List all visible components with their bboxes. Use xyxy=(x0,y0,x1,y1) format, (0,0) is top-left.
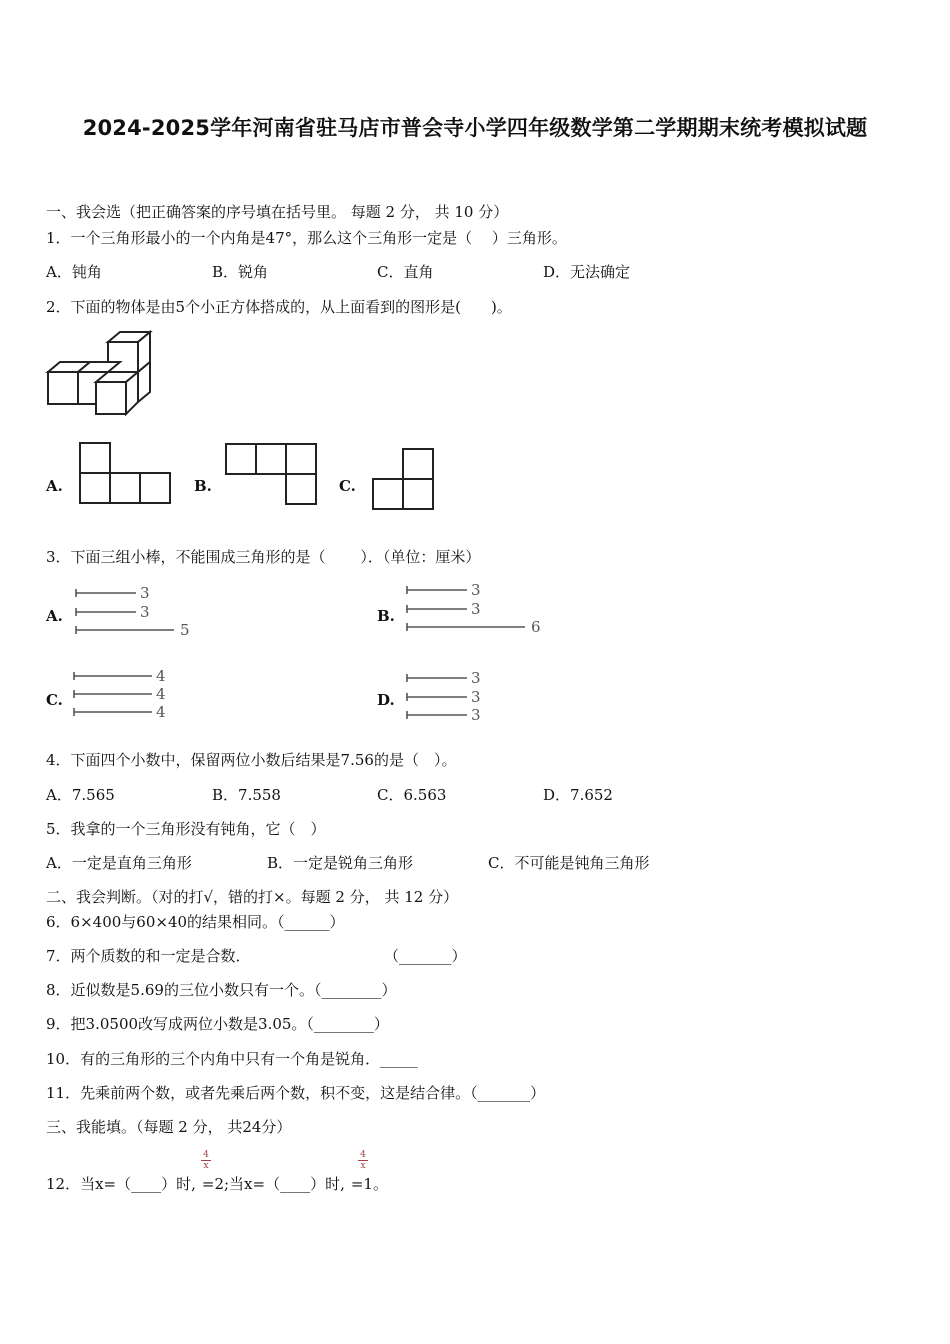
q1-option-b[interactable]: B．锐角 xyxy=(212,263,269,281)
q5-option-c[interactable]: C．不可能是钝角三角形 xyxy=(488,854,650,872)
q3-b-stick-1-length: 3 xyxy=(471,581,481,599)
q3-c-stick-1-length: 4 xyxy=(156,667,166,685)
q2-option-a-figure xyxy=(78,441,172,505)
question-1: 1．一个三角形最小的一个内角是47°，那么这个三角形一定是（ ）三角形。 xyxy=(46,229,567,247)
cube-figure xyxy=(46,330,156,416)
q2-option-c-figure xyxy=(371,447,435,511)
q3-a-stick-1-length: 3 xyxy=(140,584,150,602)
q3-d-stick-1-length: 3 xyxy=(471,669,481,687)
q3-option-c-label[interactable]: C. xyxy=(46,691,63,709)
question-11: 11．先乘前两个数，或者先乘后两个数，积不变，这是结合律。（_______） xyxy=(46,1084,546,1102)
section-3-heading: 三、我能填。（每题 2 分， 共24分） xyxy=(46,1118,292,1136)
q2-option-b-figure xyxy=(224,442,318,506)
question-5: 5．我拿的一个三角形没有钝角，它（ ） xyxy=(46,820,326,838)
q4-option-c[interactable]: C．6.563 xyxy=(377,786,447,804)
q2-option-c-label[interactable]: C. xyxy=(339,477,356,495)
q3-option-d-label[interactable]: D. xyxy=(377,691,395,709)
q12-part-1: 12．当x=（____）时, xyxy=(46,1175,196,1193)
q2-option-a-label[interactable]: A. xyxy=(46,477,63,495)
q5-option-a[interactable]: A．一定是直角三角形 xyxy=(46,854,192,872)
q3-a-stick-3-length: 5 xyxy=(180,621,190,639)
q12-part-2: =2;当x=（____）时, xyxy=(201,1175,345,1193)
q2-option-b-label[interactable]: B. xyxy=(194,477,212,495)
q1-option-d[interactable]: D．无法确定 xyxy=(543,263,631,281)
q1-option-a[interactable]: A．钝角 xyxy=(46,263,102,281)
q4-option-a[interactable]: A．7.565 xyxy=(46,786,115,804)
q12-fraction-2 xyxy=(358,1150,368,1171)
q12-fraction-1-denominator: x xyxy=(203,1161,209,1171)
q3-d-stick-2-length: 3 xyxy=(471,688,481,706)
q3-b-stick-2-length: 3 xyxy=(471,600,481,618)
q3-sticks-c xyxy=(72,666,182,722)
q3-sticks-a xyxy=(74,583,204,639)
question-2: 2．下面的物体是由5个小正方体搭成的，从上面看到的图形是( )。 xyxy=(46,298,512,316)
q12-fraction-2-numerator: 4 xyxy=(358,1150,368,1161)
question-8: 8．近似数是5.69的三位小数只有一个。（________） xyxy=(46,981,397,999)
q3-sticks-b xyxy=(405,580,555,638)
q1-option-c[interactable]: C．直角 xyxy=(377,263,434,281)
q12-fraction-1 xyxy=(201,1150,211,1171)
question-7: 7．两个质数的和一定是合数． xyxy=(46,947,251,965)
q3-option-b-label[interactable]: B. xyxy=(377,607,395,625)
q3-option-a-label[interactable]: A. xyxy=(46,607,63,625)
question-3: 3．下面三组小棒，不能围成三角形的是（ ）．（单位：厘米） xyxy=(46,548,481,566)
q5-option-b[interactable]: B．一定是锐角三角形 xyxy=(267,854,414,872)
q12-part-3: =1。 xyxy=(350,1175,388,1193)
q4-option-b[interactable]: B．7.558 xyxy=(212,786,281,804)
q4-option-d[interactable]: D．7.652 xyxy=(543,786,613,804)
q3-c-stick-2-length: 4 xyxy=(156,685,166,703)
question-9: 9．把3.0500改写成两位小数是3.05。（________） xyxy=(46,1015,389,1033)
q3-a-stick-2-length: 3 xyxy=(140,603,150,621)
question-10: 10．有的三角形的三个内角中只有一个角是锐角．_____ xyxy=(46,1050,418,1068)
q12-fraction-1-numerator: 4 xyxy=(201,1150,211,1161)
q3-b-stick-3-length: 6 xyxy=(531,618,541,636)
section-1-heading: 一、我会选（把正确答案的序号填在括号里。 每题 2 分， 共 10 分） xyxy=(46,203,509,221)
question-4: 4．下面四个小数中，保留两位小数后结果是7.56的是（ ）。 xyxy=(46,751,457,769)
q3-sticks-d xyxy=(405,668,505,726)
question-6: 6．6×400与60×40的结果相同。（______） xyxy=(46,913,345,931)
q3-c-stick-3-length: 4 xyxy=(156,703,166,721)
q3-d-stick-3-length: 3 xyxy=(471,706,481,724)
question-12 xyxy=(46,1173,388,1194)
section-2-heading: 二、我会判断。（对的打√，错的打×。每题 2 分， 共 12 分） xyxy=(46,888,459,906)
q7-answer-blank[interactable]: （_______） xyxy=(384,947,467,965)
q12-fraction-2-denominator: x xyxy=(360,1161,366,1171)
page-title: 2024-2025学年河南省驻马店市普会寺小学四年级数学第二学期期末统考模拟试题 xyxy=(82,116,868,140)
